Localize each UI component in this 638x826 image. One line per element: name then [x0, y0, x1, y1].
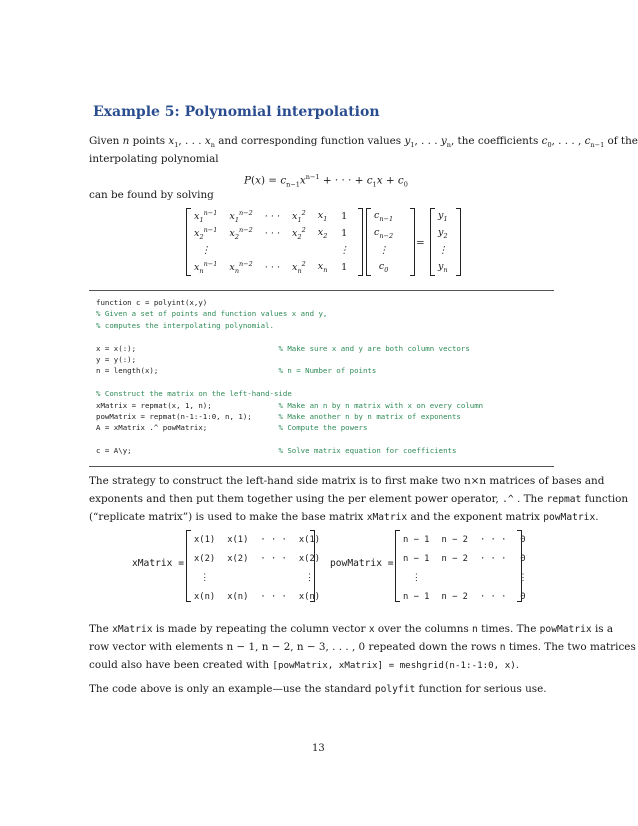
- code-text: xMatrix = repmat(x, 1, n);: [96, 400, 279, 410]
- explain-line-2: row vector with elements n − 1, n − 2, n − 3, . . . , 0 repeated down the rows n times. The two matrices: [89, 641, 636, 653]
- code-text: function c = polyint(x,y): [96, 298, 208, 307]
- explain-line-3: could also have been created with [powMatrix, xMatrix] = meshgrid(n-1:-1:0, x).: [89, 659, 520, 671]
- strategy-line-1: The strategy to construct the left-hand side matrix is to first make two n×n matrices of bases and: [89, 475, 605, 487]
- code-text: y = y(:);: [96, 355, 137, 365]
- intro-line-2: interpolating polynomial: [89, 153, 219, 165]
- matrix-cell: x(1): [227, 534, 249, 545]
- matrix-cell: x(n): [298, 591, 321, 602]
- code-line: [96, 320, 483, 331]
- solve-text: can be found by solving: [89, 189, 214, 201]
- code-line: [96, 343, 483, 354]
- matrix-cell: n − 2: [441, 553, 468, 564]
- code-text: n = length(x);: [96, 366, 279, 376]
- matrix-cell: [474, 568, 512, 587]
- code-comment: % Construct the matrix on the left-hand-side: [96, 389, 292, 399]
- xmatrix-label: xMatrix =: [132, 558, 184, 569]
- matrix-cell: 0: [520, 534, 526, 545]
- code-line: [96, 388, 483, 399]
- equals-sign: =: [416, 237, 425, 249]
- matrix-cell: x(2): [298, 553, 321, 564]
- code-line: [96, 365, 483, 376]
- matrix-cell: x(n): [227, 591, 249, 602]
- final-note: The code above is only an example—use the standard polyfit function for serious use.: [89, 683, 547, 695]
- code-line: [96, 422, 483, 433]
- code-text: A = xMatrix .^ powMatrix;: [96, 423, 279, 433]
- matrix-cell: x(2): [194, 553, 216, 564]
- code-comment: % Make an n by n matrix with x on every column: [278, 400, 484, 410]
- matrix-cell: 0: [520, 553, 526, 564]
- matrix-cell: [221, 568, 254, 587]
- matrix-cell: ⋮: [200, 572, 209, 583]
- matrix-cell: [254, 568, 292, 587]
- code-comment: % n = Number of points: [278, 366, 377, 376]
- polynomial-equation: $P(x) = c_{n-1}x^{n-1}$ + · · · + $c_1x + c_0$: [244, 173, 408, 189]
- powmatrix-label: powMatrix =: [330, 558, 394, 569]
- matrix-cell: n − 1: [403, 553, 430, 564]
- intro-line-1: Given n points $x_1$, . . . $x_n$ and corresponding function values $y_1$, . . . $y_n$, the coefficients $c_0$, . . . , $c_{n-1}$ of the: [89, 135, 638, 150]
- matrix-cell: n − 1: [403, 534, 430, 545]
- matrix-cell: ⋮: [411, 572, 421, 583]
- matrix-cell: · · ·: [260, 591, 287, 602]
- powmatrix-display: [397, 530, 533, 606]
- code-line: [96, 434, 483, 445]
- values-vector: $y_1$ $y_2$ ⋮ $y_n$: [432, 208, 454, 276]
- code-comment: % Given a set of points and function values x and y,: [96, 309, 328, 319]
- matrix-cell: · · ·: [479, 553, 507, 564]
- explain-line-1: The xMatrix is made by repeating the column vector x over the columns n times. The powMatrix is a: [89, 623, 614, 635]
- code-line: [96, 354, 483, 365]
- matrix-cell: · · ·: [479, 534, 507, 545]
- matrix-cell: · · ·: [260, 534, 287, 545]
- code-comment: % Make another n by n matrix of exponents: [278, 412, 461, 422]
- matrix-cell: ⋮: [518, 572, 528, 583]
- matrix-cell: n − 2: [441, 534, 468, 545]
- code-bottom-rule: [89, 466, 554, 467]
- matrix-cell: x(2): [227, 553, 249, 564]
- code-text: x = x(:);: [96, 343, 279, 353]
- code-comment: % Solve matrix equation for coefficients: [278, 446, 457, 456]
- code-comment: % Make sure x and y are both column vectors: [278, 343, 470, 353]
- matrix-cell: · · ·: [479, 591, 507, 602]
- matrix-cell: · · ·: [260, 553, 287, 564]
- section-heading: Example 5: Polynomial interpolation: [93, 104, 380, 120]
- strategy-line-3: (“replicate matrix”) is used to make the base matrix xMatrix and the exponent matrix powMatrix.: [89, 511, 599, 523]
- code-listing: [96, 297, 483, 457]
- code-line: [96, 400, 483, 411]
- matrix-cell: x(1): [194, 534, 216, 545]
- xmatrix-display: [188, 530, 326, 606]
- code-line: [96, 331, 483, 342]
- code-text: powMatrix = repmat(n-1:-1:0, n, 1);: [96, 412, 279, 422]
- matrix-cell: x(n): [194, 591, 216, 602]
- matrix-cell: x(1): [298, 534, 321, 545]
- code-line: [96, 308, 483, 319]
- code-comment: % Compute the powers: [278, 423, 368, 433]
- code-line: [96, 411, 483, 422]
- matrix-cell: n − 2: [441, 591, 468, 602]
- matrix-cell: 0: [520, 591, 526, 602]
- strategy-line-2: exponents and then put them together using the per element power operator, .^ . The repmat function: [89, 493, 629, 505]
- code-line: [96, 445, 483, 456]
- code-top-rule: [89, 290, 554, 291]
- matrix-cell: n − 1: [403, 591, 430, 602]
- code-line: [96, 377, 483, 388]
- code-comment: % computes the interpolating polynomial.: [96, 320, 274, 330]
- page-number: 13: [312, 743, 325, 754]
- matrix-cell: [435, 568, 473, 587]
- vandermonde-matrix: $x_1^{n-1}$ $x_1^{n-2}$ · · · $x_1^2$ $x_1$ 1 $x_2^{n-1}$ $x_2^{n-2}$ · · · $x_2^2$ $x_2$ 1 ⋮ ⋮ $x_n^{n-1}$ $x_n^{n-2}$ · · · $x_n^2$ $x_n$ 1: [188, 208, 355, 276]
- code-text: c = A\y;: [96, 446, 279, 456]
- code-line: [96, 297, 483, 308]
- matrix-cell: ⋮: [305, 572, 314, 583]
- coefficient-vector: $c_{n-1}$ $c_{n-2}$ ⋮ $c_0$: [368, 208, 399, 276]
